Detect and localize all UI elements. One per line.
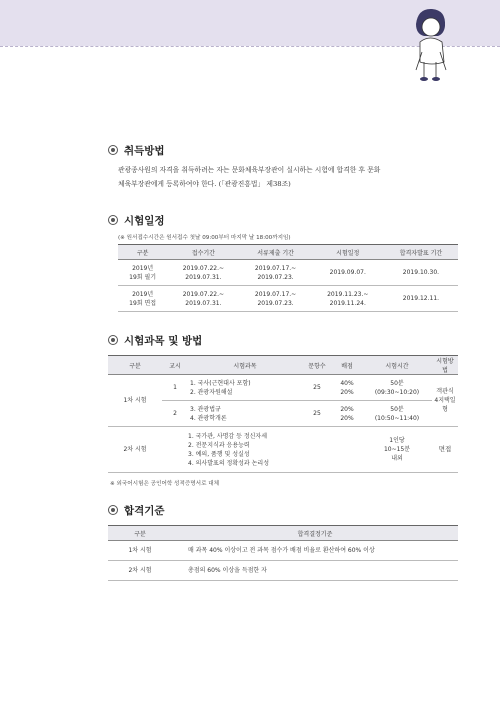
table-row: 2차 시험 총점의 60% 이상을 득점한 자 [108, 561, 458, 581]
acquisition-paragraph: 관광종사원의 자격을 취득하려는 자는 문화체육부장관이 실시하는 시험에 합격한 후 문화 체육부장관에게 등록하여야 한다. (「관광진흥법」 제38조) [118, 166, 381, 188]
section-bullet-icon [108, 505, 118, 515]
section-subjects [108, 333, 458, 490]
table-row: 2019년 19회 면접 2019.07.22.~ 2019.07.31. 2019.07.17.~ 2019.07.23. 2019.11.23.~ 2019.11.24. 2019.12.11. [118, 286, 458, 312]
section-schedule [108, 213, 458, 312]
section-title: 시험과목 및 방법 [124, 334, 203, 347]
criteria-table: 구분 합격결정기준 1차 시험 매 과목 40% 이상이고 전 과목 점수가 배점 비율로 환산하여 60% 이상 2차 시험 총점의 60% 이상을 득점한 자 [108, 525, 458, 581]
section-acquisition [108, 143, 458, 191]
table-row: 2 3. 관광법규 4. 관광학개론 25 20% 20% 50분 (10:50~11:40) [108, 401, 458, 427]
section-bullet-icon [108, 145, 118, 155]
table-row: 1차 시험 매 과목 40% 이상이고 전 과목 점수가 배점 비율로 환산하여 60% 이상 [108, 541, 458, 561]
schedule-table: 구분 접수기간 서류제출 기간 시험일정 합격자발표 기간 2019년 19회 필기 2019.07.22.~ 2019.07.31. 2019.07.17.~ 2019.07.23. 2019.09.07. 2019.10.30. 2019년 19회 면접 2019.07.22.~ 2019.07.31. 2019.07.17.~ 2019.07.23. 2019.11.23.~ 2019.11.24. 2019.12.11. [118, 244, 458, 312]
table-row: 1차 시험 1 1. 국사(근현대사 포함) 2. 관광자원해설 25 40% 20% 50분 (09:30~10:20) 객관식 4지택일형 [108, 375, 458, 401]
subjects-footnote: ※ 외국어시험은 공인어학 성적증명서로 대체 [110, 481, 220, 487]
section-title: 합격기준 [124, 504, 165, 517]
section-bullet-icon [108, 215, 118, 225]
schedule-note: (※ 원서접수시간은 원서접수 첫날 09:00부터 마지막 날 18:00까지임) [118, 235, 291, 241]
table-row: 2차 시험 1. 국가관, 사명감 등 정신자세 2. 전문지식과 응용능력 3. 예의, 품행 및 성실성 4. 의사발표의 정확성과 논리성 1인당 10~15분 내외 면접 [108, 427, 458, 473]
section-title: 취득방법 [124, 144, 165, 157]
subjects-table: 구분 교시 시험과목 문항수 배점 시험시간 시험방법 1차 시험 1 1. 국사(근현대사 포함) 2. 관광자원해설 25 40% 20% 50분 (09:30~10:20) 객관식 4지택일형 2 3. 관광법규 4. 관광학개론 25 20% 20% 50분 (10:50~11:40) 2차 시험 1. 국가관, 사명감 등 정신자세 2. 전문지식과 응용능력 3. 예의, 품행 및 성실성 4. 의사발표의 정확성과 논리성 1인당 10~15분 내외 면접 [108, 355, 458, 473]
girl-illustration-icon [398, 4, 460, 84]
table-row: 2019년 19회 필기 2019.07.22.~ 2019.07.31. 2019.07.17.~ 2019.07.23. 2019.09.07. 2019.10.30. [118, 260, 458, 286]
section-bullet-icon [108, 335, 118, 345]
section-criteria [108, 503, 458, 581]
section-title: 시험일정 [124, 214, 165, 227]
